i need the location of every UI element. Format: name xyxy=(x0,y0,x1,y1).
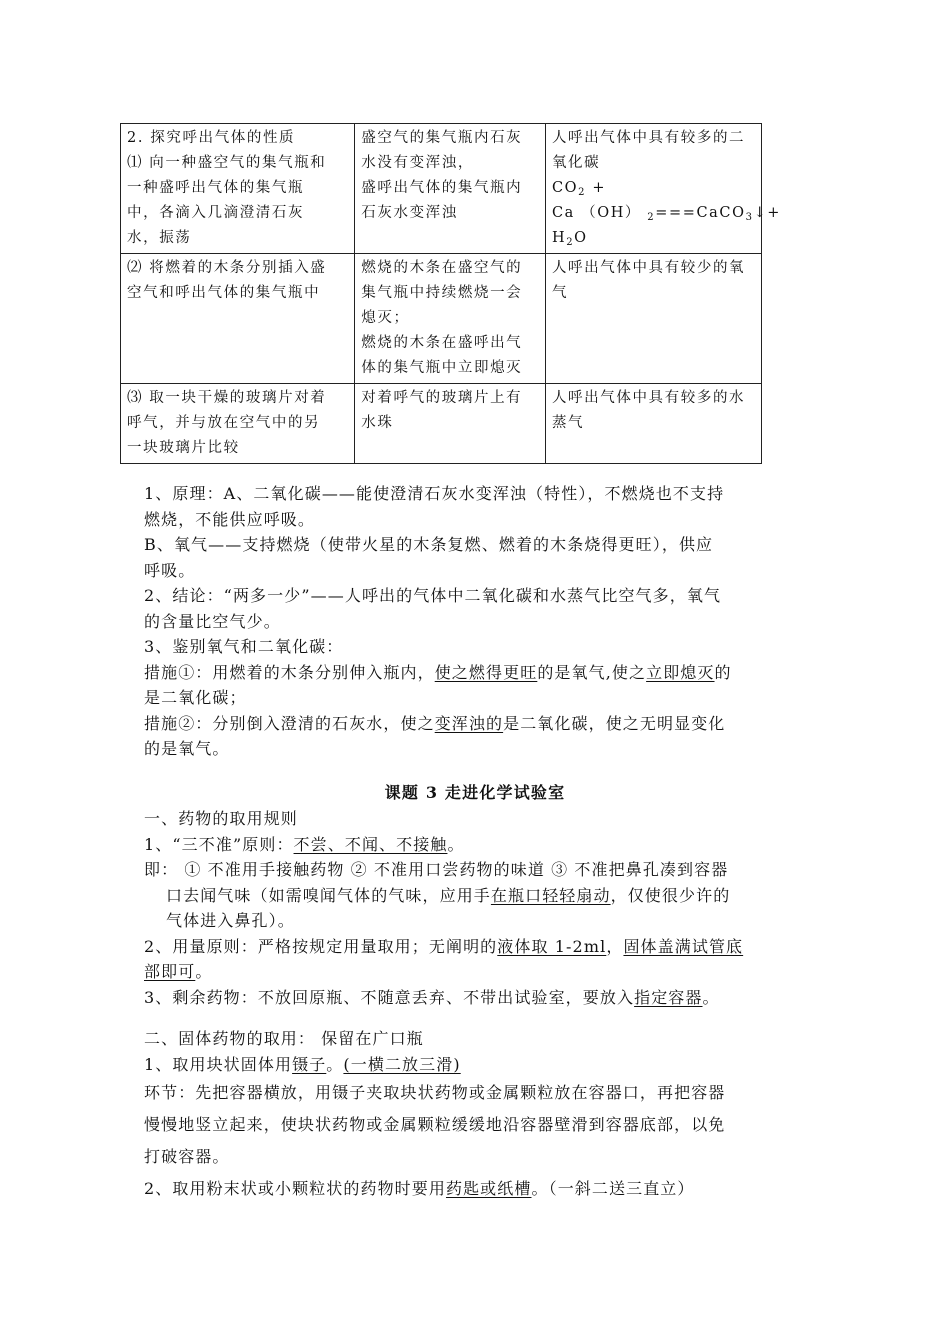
solid-procedure: 打破容器。 xyxy=(144,1147,230,1166)
table-row xyxy=(121,254,762,384)
conclusion-cell: 人呼出气体中具有较多的二 氧化碳 $CO_2$ + Ca （OH） $_2$===CaCO$_3$↓+ $H_2O$ xyxy=(545,124,761,254)
conclusion-text: 2、结论：“两多一少”——人呼出的气体中二氧化碳和水蒸气比空气多，氧气 xyxy=(144,586,722,605)
phenomenon-cell: 对着呼气的玻璃片上有 水珠 xyxy=(355,384,546,464)
conclusion-cell: 人呼出气体中具有较多的水 蒸气 xyxy=(545,384,761,464)
rule-three-nots-detail: 气体进入鼻孔）。 xyxy=(166,911,295,930)
rule-amount: 2、用量原则：严格按规定用量取用；无阐明的液体取 1-2ml，固体盖满试管底 xyxy=(144,936,744,956)
measure-1: 措施①：用燃着的木条分别伸入瓶内，使之燃得更旺的是氧气,使之立即熄灭的 xyxy=(144,662,732,682)
operation-cell: 2. 探究呼出气体的性质 ⑴ 向一种盛空气的集气瓶和 一种盛呼出气体的集气瓶 中，各滴入几滴澄清石灰 水，振荡 xyxy=(121,124,355,254)
table-row xyxy=(121,124,762,254)
conclusion-text-cont: 的含量比空气少。 xyxy=(144,611,281,631)
operation-cell: ⑶ 取一块干燥的玻璃片对着 呼气，并与放在空气中的另 一块玻璃片比较 xyxy=(121,384,355,464)
principle-co2-cont: 燃烧，不能供应呼吸。 xyxy=(144,509,316,529)
solid-heading: 二、固体药物的取用： 保留在广口瓶 xyxy=(144,1029,424,1048)
rules-heading: 一、药物的取用规则 xyxy=(144,809,298,828)
chemical-equation-line: $H_2O$ xyxy=(551,230,588,248)
rule-leftover: 3、剩余药物：不放回原瓶、不随意丢弃、不带出试验室，要放入指定容器。 xyxy=(144,987,720,1007)
rule-three-nots: 1、“三不准”原则：不尝、不闻、不接触。 xyxy=(144,834,465,854)
rule-three-nots-detail: 口去闻气味（如需嗅闻气体的气味，应用手在瓶口轻轻扇动，仅使很少许的 xyxy=(166,885,731,905)
principle-co2: 1、原理：A、二氧化碳——能使澄清石灰水变浑浊（特性），不燃烧也不支持 xyxy=(144,484,725,503)
table-row xyxy=(121,384,762,464)
measure-1-cont: 是二氧化碳； xyxy=(144,688,247,707)
solid-step-1: 1、取用块状固体用镊子。(一横二放三滑) xyxy=(144,1054,461,1074)
rule-amount-cont: 部即可。 xyxy=(144,962,213,981)
solid-procedure: 环节：先把容器横放，用镊子夹取块状药物或金属颗粒放在容器口，再把容器 xyxy=(144,1083,726,1102)
principle-o2-cont: 呼吸。 xyxy=(144,560,196,580)
chemical-equation-line: $CO_2$ + xyxy=(551,180,607,198)
solid-procedure: 慢慢地竖立起来，使块状药物或金属颗粒缓缓地沿容器壁滑到容器底部，以免 xyxy=(144,1115,726,1134)
operation-cell: ⑵ 将燃着的木条分别插入盛 空气和呼出气体的集气瓶中 xyxy=(121,254,355,384)
solid-reagent-section xyxy=(144,1026,808,1205)
lab-rules-section xyxy=(144,806,808,1010)
rule-three-nots-detail: 即： ① 不准用手接触药物 ② 不准用口尝药物的味道 ③ 不准把鼻孔凑到容器 xyxy=(144,860,729,879)
identify-heading: 3、鉴别氧气和二氧化碳： xyxy=(144,637,344,656)
phenomenon-cell: 盛空气的集气瓶内石灰 水没有变浑浊， 盛呼出气体的集气瓶内 石灰水变浑浊 xyxy=(355,124,546,254)
measure-2-cont: 的是氧气。 xyxy=(144,739,230,758)
conclusion-cell: 人呼出气体中具有较少的氧 气 xyxy=(545,254,761,384)
experiment-table xyxy=(120,123,782,464)
principles-section xyxy=(144,481,808,762)
lesson-title: 课题 3 走进化学试验室 xyxy=(384,783,566,802)
phenomenon-cell: 燃烧的木条在盛空气的 集气瓶中持续燃烧一会 熄灭； 燃烧的木条在盛呼出气 体的集气瓶中立即熄灭 xyxy=(355,254,546,384)
chemical-equation-line: Ca （OH） $_2$===CaCO$_3$↓+ xyxy=(551,205,782,223)
principle-o2: B、氧气——支持燃烧（使带火星的木条复燃、燃着的木条烧得更旺），供应 xyxy=(144,535,714,554)
measure-2: 措施②：分别倒入澄清的石灰水，使之变浑浊的是二氧化碳，使之无明显变化 xyxy=(144,713,726,733)
solid-step-2: 2、取用粉末状或小颗粒状的药物时要用药匙或纸槽。（一斜二送三直立） xyxy=(144,1179,695,1198)
